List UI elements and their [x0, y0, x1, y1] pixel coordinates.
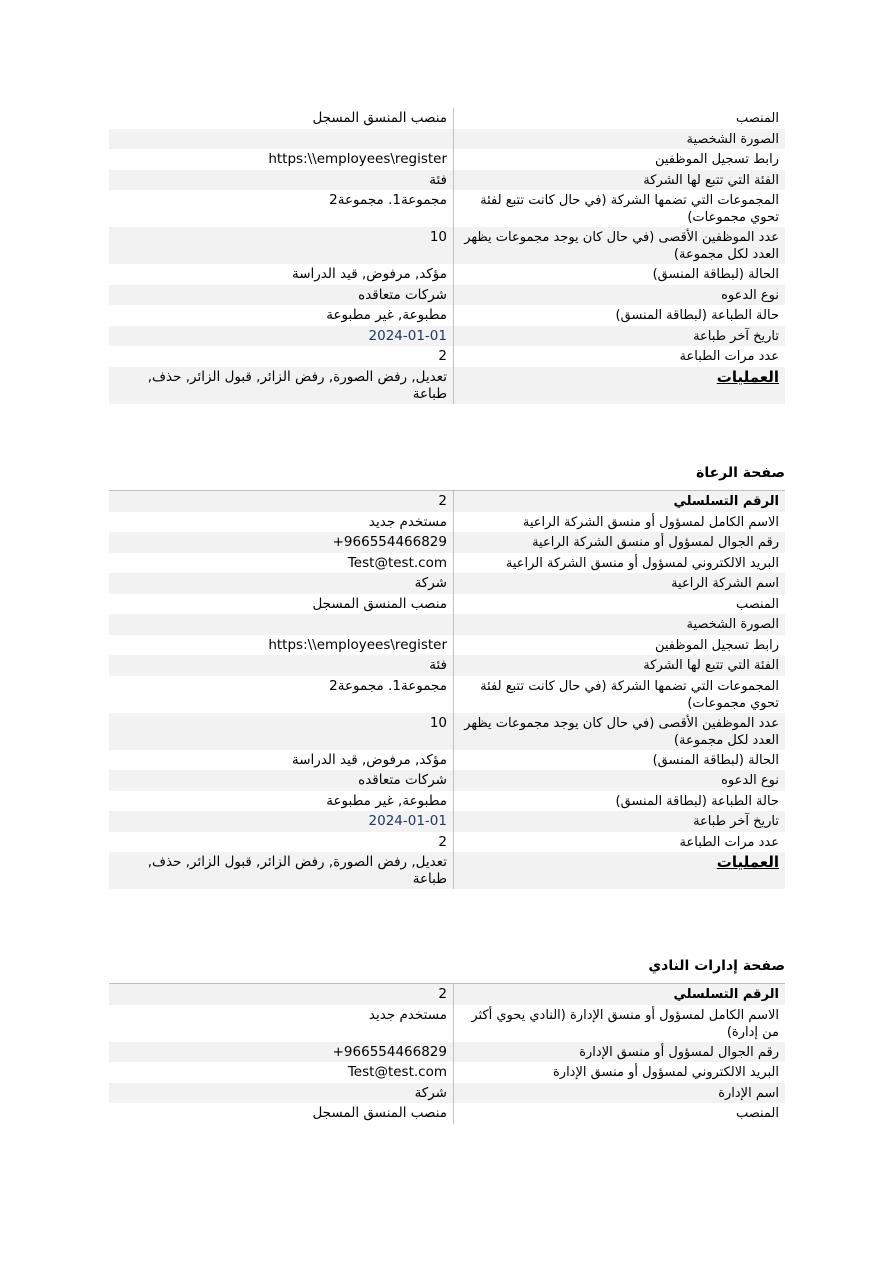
table-row [109, 367, 785, 404]
registration-link: https:\\employees\register [268, 636, 447, 653]
table-row [109, 285, 785, 306]
row-value: 10 [109, 713, 454, 750]
table-row [109, 676, 785, 713]
row-value: مؤكد, مرفوض, قيد الدراسة [109, 264, 454, 285]
row-value: مجموعة1. مجموعة2 [109, 676, 454, 713]
table-row [109, 346, 785, 367]
row-value: 2 [109, 832, 454, 853]
sponsors-table [109, 490, 785, 889]
row-label: عدد الموظفين الأقصى (في حال كان يوجد مجموعات يظهر العدد لكل مجموعة) [464, 230, 779, 262]
club-departments-table [109, 983, 785, 1124]
table-row [109, 832, 785, 853]
row-label: الرقم التسلسلي [673, 987, 779, 1002]
row-value: منصب المنسق المسجل [109, 1103, 454, 1124]
phone-value: +966554466829 [332, 1043, 447, 1060]
row-label: رابط تسجيل الموظفين [654, 637, 779, 653]
row-value [109, 532, 454, 553]
row-value: شركات متعاقده [109, 285, 454, 306]
operations-label: العمليات [716, 853, 779, 871]
row-label: البريد الالكتروني لمسؤول أو منسق الإدارة [552, 1065, 779, 1080]
table-row [109, 532, 785, 553]
coordinator-table-continued [109, 108, 785, 404]
row-value: تعديل, رفض الصورة, رفض الزائر, قبول الزائر, حذف, طباعة [109, 367, 454, 404]
row-label: اسم الشركة الراعية [671, 576, 779, 591]
row-value: مطبوعة, غير مطبوعة [109, 791, 454, 812]
sponsors-page-title: صفحة الرعاة [696, 465, 785, 481]
table-row [109, 553, 785, 574]
table-row [109, 770, 785, 791]
phone-value: +966554466829 [332, 534, 447, 550]
registration-link: https:\\employees\register [268, 151, 447, 167]
row-label: رابط تسجيل الموظفين [654, 152, 779, 167]
row-value: تعديل, رفض الصورة, رفض الزائر, قبول الزائر, حذف, طباعة [109, 852, 454, 889]
row-label: اسم الإدارة [718, 1085, 779, 1101]
table-row [109, 129, 785, 150]
row-label: عدد مرات الطباعة [679, 349, 779, 364]
table-row [109, 852, 785, 889]
table-row [109, 1103, 785, 1124]
table-row [109, 791, 785, 812]
row-value [109, 129, 454, 150]
row-value [109, 635, 454, 656]
table-row [109, 491, 785, 512]
row-label: تاريخ آخر طباعة [693, 814, 779, 829]
table-row [109, 614, 785, 635]
row-value: شركات متعاقده [109, 770, 454, 791]
table-row [109, 227, 785, 264]
row-value: منصب المنسق المسجل [109, 108, 454, 129]
row-label: المنصب [735, 1106, 779, 1121]
row-value: مستخدم جديد [109, 512, 454, 533]
row-value: شركة [109, 1083, 454, 1104]
row-label: رقم الجوال لمسؤول أو منسق الإدارة [579, 1044, 779, 1060]
row-label: حالة الطباعة (لبطاقة المنسق) [615, 793, 779, 809]
row-value: 2 [109, 346, 454, 367]
table-row [109, 984, 785, 1005]
table-row [109, 1005, 785, 1042]
row-label: المجموعات التي تضمها الشركة (في حال كانت تتبع لفئة تحوي مجموعات) [480, 193, 779, 225]
row-label: عدد مرات الطباعة [679, 834, 779, 850]
table-row [109, 811, 785, 832]
row-value: مطبوعة, غير مطبوعة [109, 305, 454, 326]
row-label: حالة الطباعة (لبطاقة المنسق) [615, 308, 779, 323]
table-row [109, 149, 785, 170]
row-value: مجموعة1. مجموعة2 [109, 190, 454, 227]
row-value [109, 1042, 454, 1063]
row-label: الاسم الكامل لمسؤول أو منسق الشركة الراعية [522, 514, 779, 530]
row-label: الصورة الشخصية [686, 617, 779, 632]
row-value: فئة [109, 655, 454, 676]
email-value: Test@test.com [347, 554, 447, 571]
row-label: نوع الدعوه [721, 773, 779, 788]
table-row [109, 750, 785, 771]
row-value [109, 1062, 454, 1083]
table-row [109, 108, 785, 129]
row-label: عدد الموظفين الأقصى (في حال كان يوجد مجموعات يظهر العدد لكل مجموعة) [464, 715, 779, 748]
row-value: 2 [109, 984, 454, 1005]
row-label: المجموعات التي تضمها الشركة (في حال كانت تتبع لفئة تحوي مجموعات) [480, 678, 779, 711]
row-label: الحالة (لبطاقة المنسق) [652, 267, 779, 282]
club-departments-page-title: صفحة إدارات النادي [648, 958, 785, 974]
table-row [109, 170, 785, 191]
row-label: الفئة التي تتبع لها الشركة [643, 172, 779, 188]
row-label: الرقم التسلسلي [673, 494, 779, 509]
table-row [109, 594, 785, 615]
table-row [109, 655, 785, 676]
table-row [109, 264, 785, 285]
table-row [109, 1042, 785, 1063]
row-label: تاريخ آخر طباعة [693, 328, 779, 344]
row-value [109, 149, 454, 170]
row-value: مؤكد, مرفوض, قيد الدراسة [109, 750, 454, 771]
table-row [109, 1083, 785, 1104]
row-label: نوع الدعوه [721, 287, 779, 303]
row-value [109, 614, 454, 635]
table-row [109, 1062, 785, 1083]
table-row [109, 305, 785, 326]
row-value-date: 2024-01-01 [109, 326, 454, 347]
operations-label: العمليات [716, 367, 779, 386]
row-label: رقم الجوال لمسؤول أو منسق الشركة الراعية [532, 535, 779, 550]
row-value: مستخدم جديد [109, 1005, 454, 1042]
table-row [109, 326, 785, 347]
row-value: فئة [109, 170, 454, 191]
row-label: الفئة التي تتبع لها الشركة [643, 658, 779, 673]
row-value: منصب المنسق المسجل [109, 594, 454, 615]
row-label: الصورة الشخصية [686, 131, 779, 147]
row-value: 10 [109, 227, 454, 264]
email-value: Test@test.com [347, 1064, 447, 1080]
table-row [109, 635, 785, 656]
table-row [109, 573, 785, 594]
row-label: المنصب [735, 596, 779, 612]
row-value [109, 553, 454, 574]
row-label: البريد الالكتروني لمسؤول أو منسق الشركة الراعية [505, 555, 779, 571]
table-row [109, 713, 785, 750]
row-label: المنصب [735, 111, 779, 126]
table-row [109, 512, 785, 533]
row-label: الاسم الكامل لمسؤول أو منسق الإدارة (النادي يحوي أكثر من إدارة) [471, 1007, 779, 1040]
row-label: الحالة (لبطاقة المنسق) [652, 752, 779, 768]
row-value-date: 2024-01-01 [109, 811, 454, 832]
table-row [109, 190, 785, 227]
row-value: شركة [109, 573, 454, 594]
row-value: 2 [109, 491, 454, 512]
